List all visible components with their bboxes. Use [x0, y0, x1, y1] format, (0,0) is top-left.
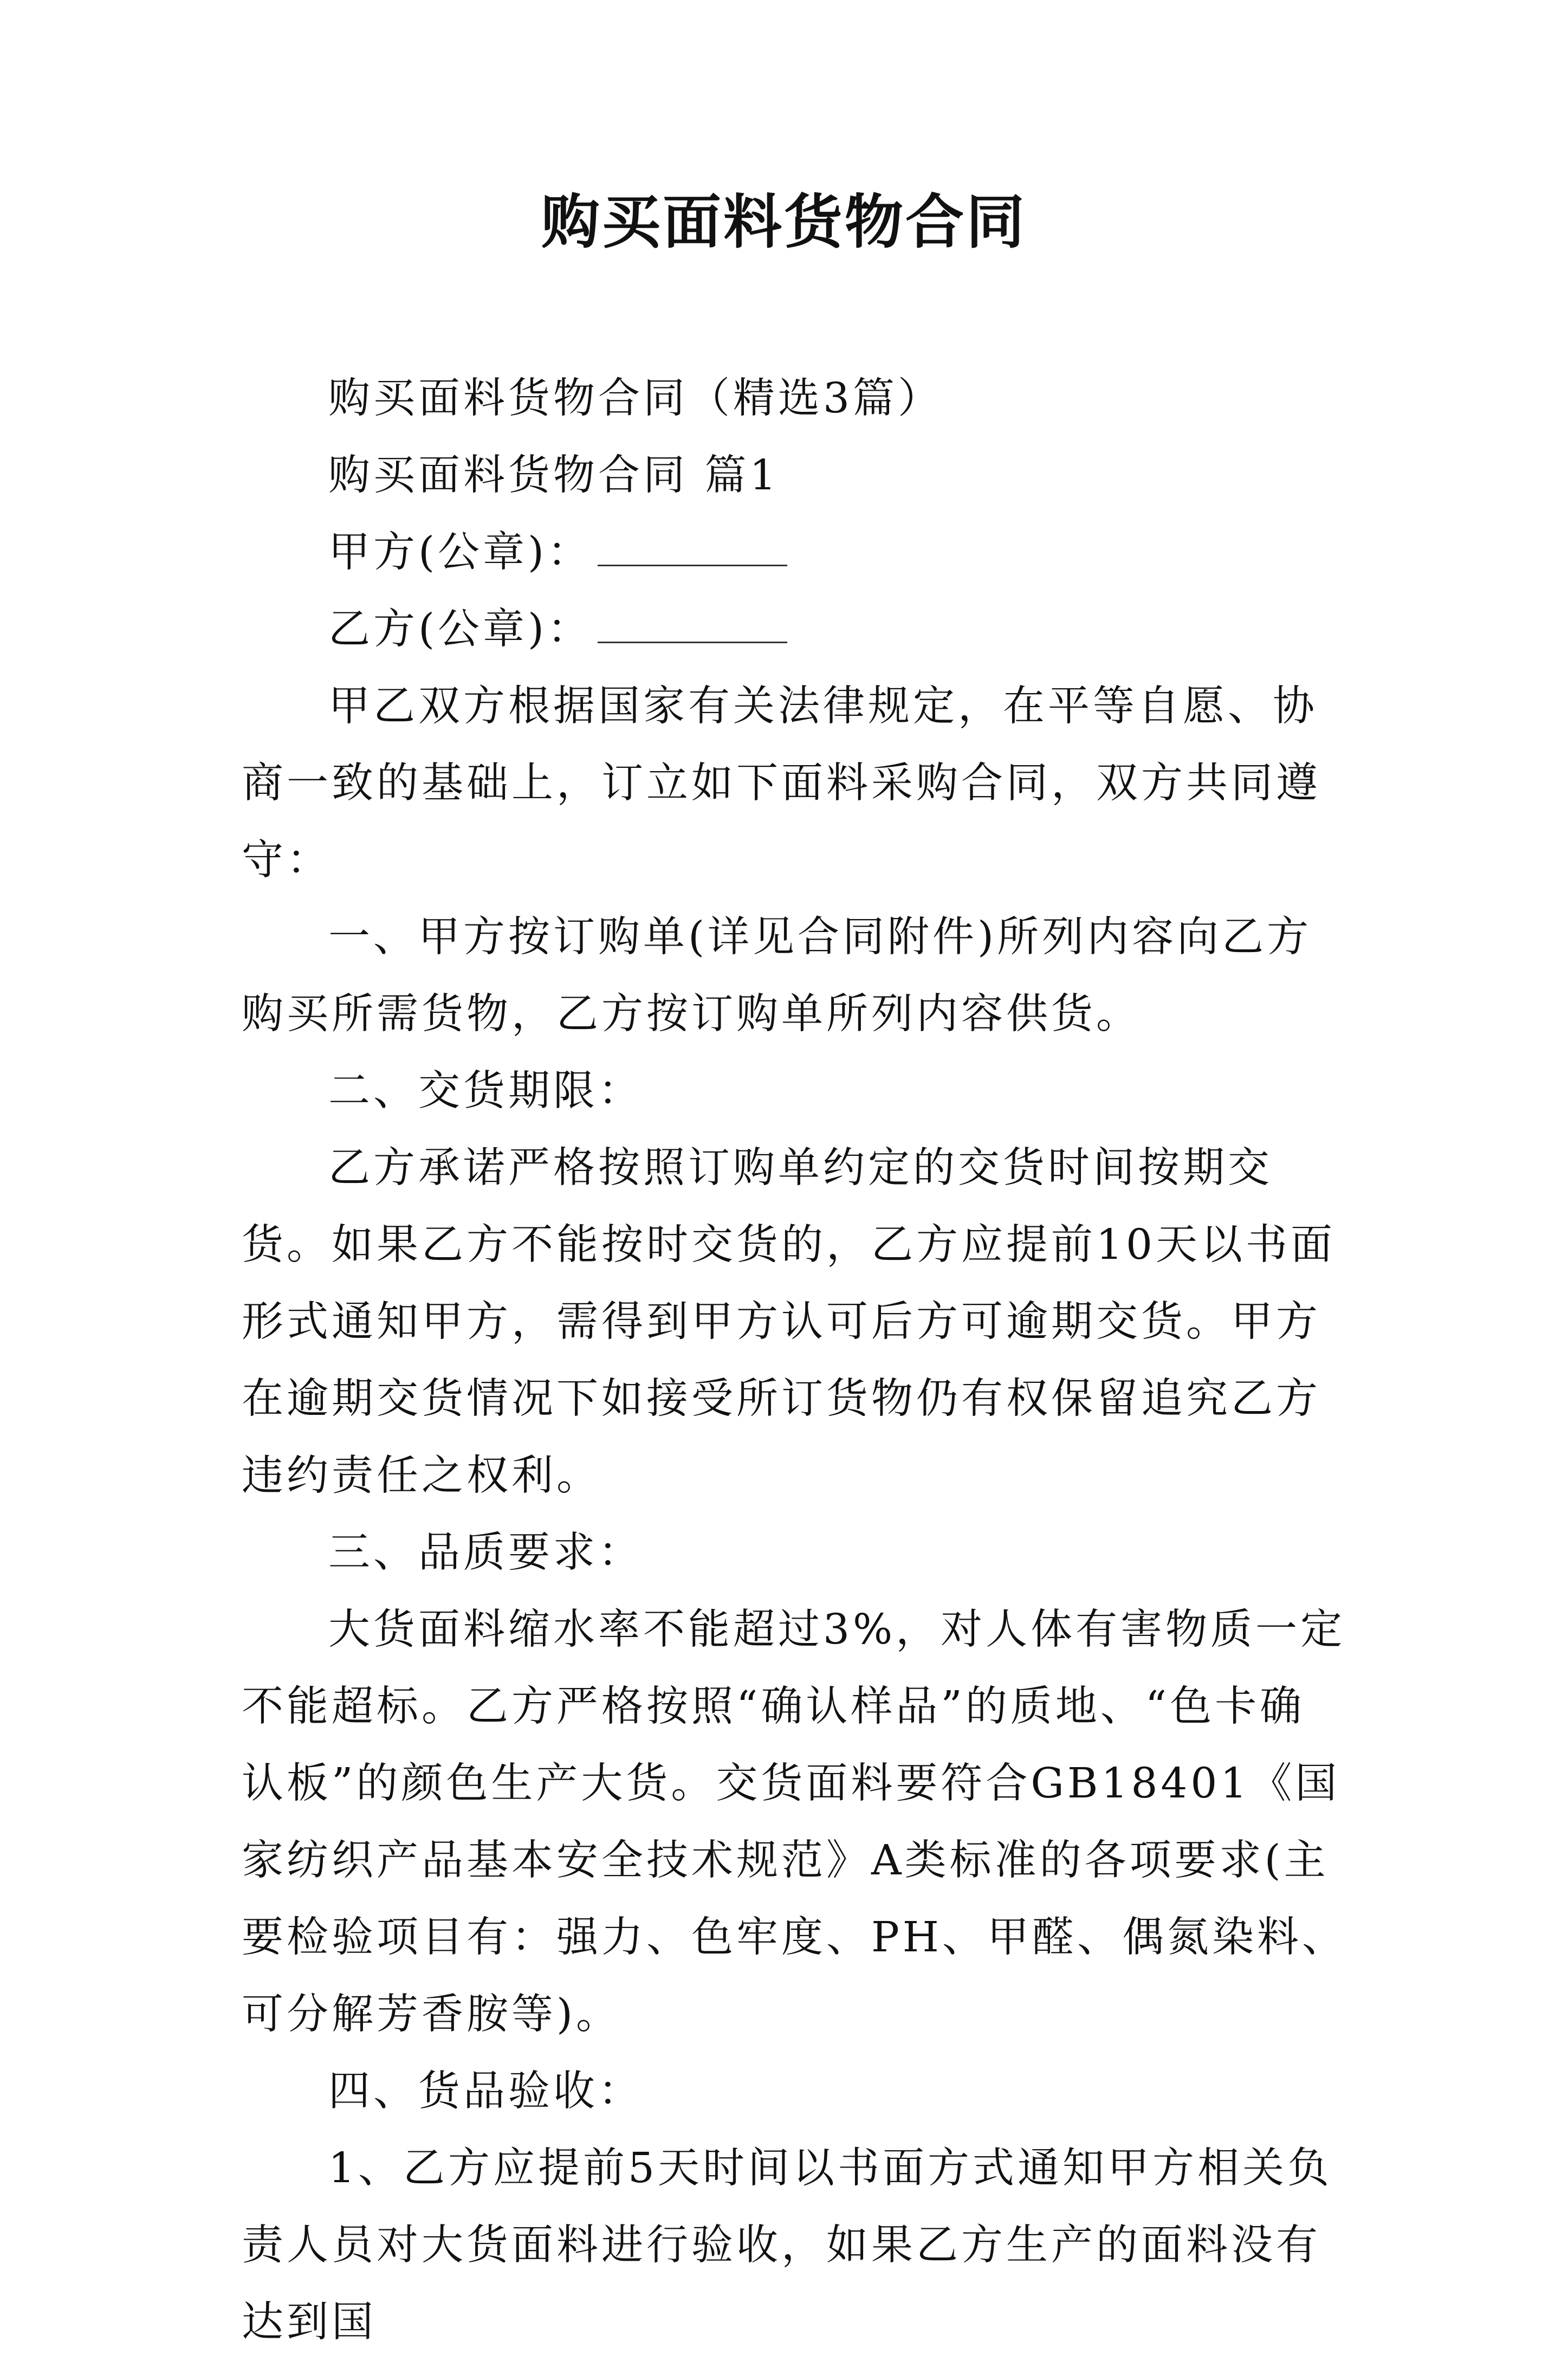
- clause-2-body: 乙方承诺严格按照订购单约定的交货时间按期交货。如果乙方不能按时交货的，乙方应提前10天以书面形式通知甲方，需得到甲方认可后方可逾期交货。甲方在逾期交货情况下如接受所订货物仍有权保留追究乙方违约责任之权利。: [242, 1144, 1336, 1500]
- clause-4-item-1: 1、乙方应提前5天时间以书面方式通知甲方相关负责人员对大货面料进行验收，如果乙方生产的面料没有达到国: [242, 2144, 1332, 2346]
- clause-3-body: 大货面料缩水率不能超过3%，对人体有害物质一定不能超标。乙方严格按照“确认样品”的质地、“色卡确认板”的颜色生产大货。交货面料要符合GB18401《国家纺织产品基本安全技术规范》A类标准的各项要求(主要检验项目有：强力、色牢度、PH、甲醛、偶氮染料、可分解芳香胺等)。: [242, 1606, 1347, 2039]
- document-title: 购买面料货物合同: [541, 188, 1027, 256]
- party-b-label: 乙方(公章)：: [328, 605, 593, 654]
- clause-3-heading: 三、品质要求：: [328, 1529, 643, 1577]
- document-body: [242, 360, 1347, 2361]
- subtitle: 购买面料货物合同（精选3篇）: [328, 374, 943, 423]
- clause-4-heading: 四、货品验收：: [328, 2067, 643, 2116]
- party-b-line: [242, 591, 1347, 668]
- party-b-blank: [598, 604, 787, 643]
- section-heading: 购买面料货物合同 篇1: [328, 451, 780, 500]
- party-a-label: 甲方(公章)：: [328, 528, 593, 577]
- clause-2-heading: 二、交货期限：: [328, 1067, 643, 1115]
- intro-paragraph: 甲乙双方根据国家有关法律规定，在平等自愿、协商一致的基础上，订立如下面料采购合同，双方共同遵守：: [242, 682, 1321, 884]
- party-a-line: [242, 514, 1347, 591]
- clause-1: 一、甲方按订购单(详见合同附件)所列内容向乙方购买所需货物，乙方按订购单所列内容供货。: [242, 913, 1312, 1038]
- party-a-blank: [598, 527, 787, 566]
